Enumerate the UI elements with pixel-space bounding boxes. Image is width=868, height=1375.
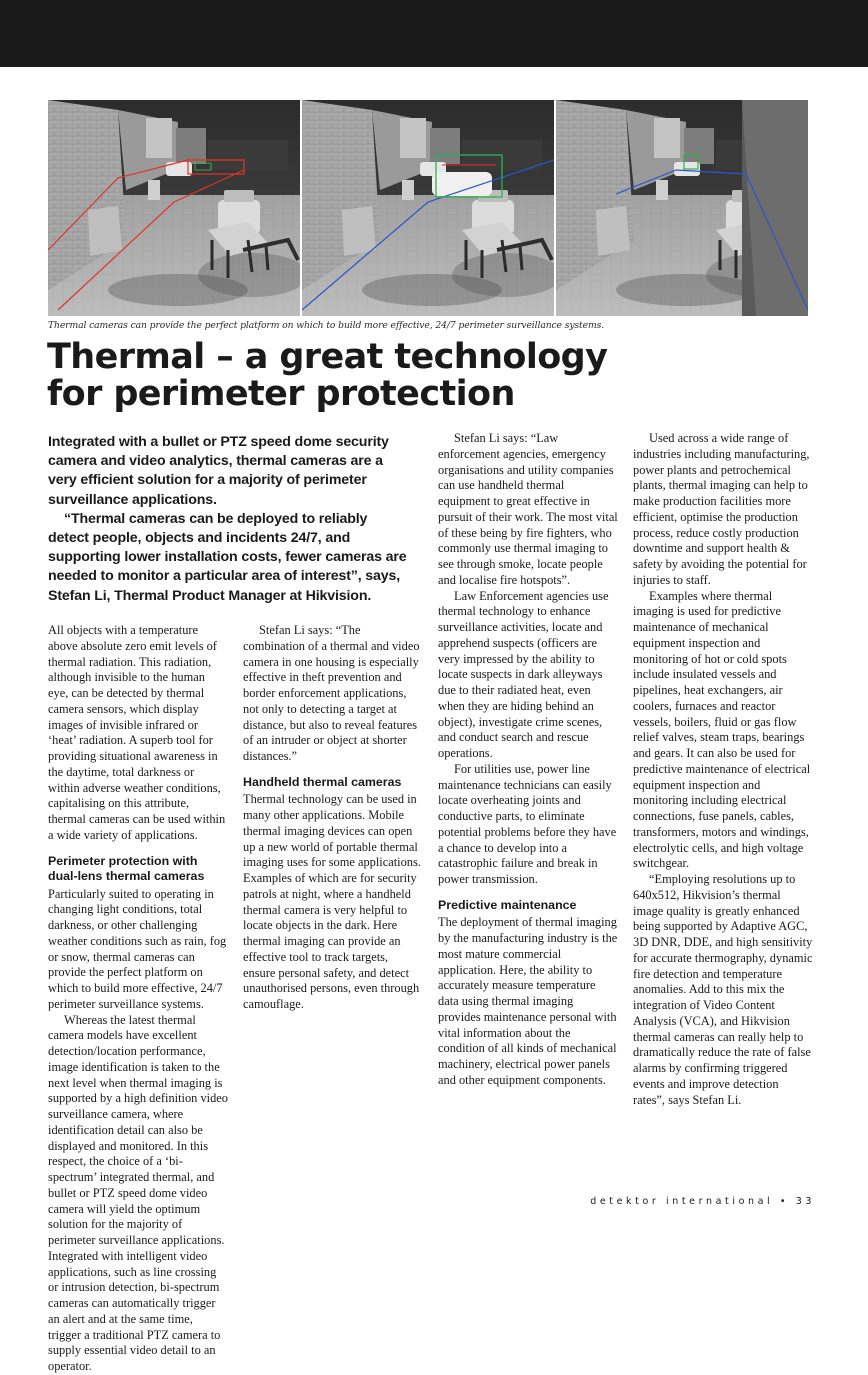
thermal-camera-image: [48, 100, 808, 316]
body-paragraph: For utilities use, power line maintenance technicians can easily locate overheating joints and conductive parts, to eliminate potential problems before they have a chance to develop into a catastrophic failure and break in power transmission.: [438, 761, 617, 886]
body-paragraph: All objects with a temperature above absolute zero emit levels of thermal radiation. This radiation, although invisible to the human eye, can be detected by thermal camera sensors, which display images of invisible infrared or ‘heat’ radiation. A superb tool for providing situational awareness in the daytime, total darkness or within adverse weather conditions, capitalising on this attribute, thermal cameras can be used within a wide variety of applications.: [48, 623, 226, 842]
section-heading-handheld: Handheld thermal cameras: [243, 774, 402, 789]
intro-paragraph: Integrated with a bullet or PTZ speed dome security camera and video analytics, thermal cameras are a very efficient solution for a majority of perimeter surveillance applications.: [48, 434, 389, 508]
column-1: [48, 623, 228, 1375]
thermal-view-left: [48, 100, 308, 316]
thermal-view-right: [556, 100, 808, 316]
body-paragraph: Examples where thermal imaging is used for predictive maintenance of mechanical equipment inspection and monitoring of hot or cold spots include insulated vessels and pipelines, heat exchangers, air coolers, furnaces and reactor vessels, boilers, fluid or gas flow relief valves, steam traps, bearings and gears. It can also be used for predictive maintenance of electrical equipment inspection and monitoring including electrical connections, fuse panels, cables, transformers, motors and windings, electrolytic cells, and high voltage switchgear.: [633, 588, 811, 871]
body-paragraph: The deployment of thermal imaging by the manufacturing industry is the most mature commercial application. Here, the ability to accurately measure temperature data using thermal imaging provides maintenance personal with vital information about the condition of all kinds of mechanical machinery, electrical power panels and other equipment components.: [438, 915, 618, 1087]
photo-caption: Thermal cameras can provide the perfect platform on which to build more effective, 24/7 perimeter surveillance systems.: [48, 320, 605, 331]
title-line-2: for perimeter protection: [47, 374, 515, 414]
body-paragraph: Stefan Li says: “Law enforcement agencies, emergency organisations and utility companies can use handheld thermal equipment to great effective in pursuit of their work. The most vital of these being by fire fighters, who commonly use thermal imaging to see through smoke, locate people and localise fire hotspots”.: [438, 431, 618, 587]
body-paragraph: Used across a wide range of industries including manufacturing, power plants and petrochemical plants, thermal imaging can help to make production facilities more efficient, optimise the production process, reduce costly production downtime and support health & safety by avoiding the potential for injuries to staff.: [633, 431, 810, 587]
body-paragraph: Whereas the latest thermal camera models have excellent detection/location performance, image identification is taken to the next level when thermal imaging is supported by a high definition video surveillance camera, where identification detail can also be displayed and monitored. In this respect, the choice of a ‘bi-spectrum’ integrated thermal, and bullet or PTZ speed dome video camera will yield the optimum solution for the majority of perimeter surveillance applications. Integrated with intelligent video applications, such as line crossing or intrusion detection, bi-spectrum cameras can automatically trigger an alert and at the same time, trigger a traditional PTZ camera to supply essential video detail to an operator.: [48, 1012, 228, 1373]
top-bar: [0, 0, 868, 67]
column-2: [243, 623, 423, 1013]
body-paragraph: Thermal technology can be used in many other applications. Mobile thermal imaging devices can open up a new world of portable thermal imaging uses for some applications. Examples of which are for security patrols at night, where a handheld thermal camera is very helpful to locate objects in the dark. Here thermal imaging can provide an effective tool to track targets, ensure personal safety, and detect unauthorised persons, even through camouflage.: [243, 792, 421, 1011]
section-heading-predictive: Predictive maintenance: [438, 897, 577, 912]
intro-quote: “Thermal cameras can be deployed to reliably detect people, objects and incidents 24/7, and supporting lower installation costs, fewer cameras are needed to monitor a particular area of interest”, says, Stefan Li, Thermal Product Manager at Hikvision.: [48, 510, 407, 604]
body-paragraph: Law Enforcement agencies use thermal technology to enhance surveillance activities, locate and apprehend suspects (officers are very impressed by the ability to locate suspects in dark alleyways due to their radiated heat, even when they are hiding behind an object), investigate crime scenes, and conduct search and rescue operations.: [438, 588, 609, 760]
column-3: [438, 431, 618, 1089]
section-heading-perimeter: Perimeter protection with dual-lens thermal cameras: [48, 853, 205, 883]
article-intro: [48, 433, 408, 606]
body-paragraph: Particularly suited to operating in changing light conditions, total darkness, or other challenging weather conditions such as rain, fog or snow, thermal cameras can provide the perfect platform on which to build more effective, 24/7 perimeter surveillance systems.: [48, 886, 227, 1011]
article-title: [47, 339, 817, 413]
thermal-camera-image-svg: [48, 100, 808, 316]
body-paragraph: “Employing resolutions up to 640x512, Hikvision’s thermal image quality is greatly enhanced being supported by Adaptive AGC, 3D DNR, DDE, and high sensitivity for accurate thermography, dynamic fire detection and temperature anomalies. Add to this mix the integration of Video Content Analysis (VCA), and Hikvision thermal cameras can really help to dramatically reduce the rate of false alarms by confirming triggered events and improve detection rates”, says Stefan Li.: [633, 872, 813, 1107]
page-footer: detektor international • 33: [590, 1196, 815, 1207]
column-4: [633, 431, 813, 1108]
body-paragraph: Stefan Li says: “The combination of a thermal and video camera in one housing is especially effective in theft prevention and border enforcement applications, not only to detecting a target at distance, but also to reveal features of an intruder or object at shorter distances.”: [243, 623, 420, 763]
title-line-1: Thermal – a great technology: [47, 337, 608, 377]
thermal-view-middle: [302, 100, 562, 316]
